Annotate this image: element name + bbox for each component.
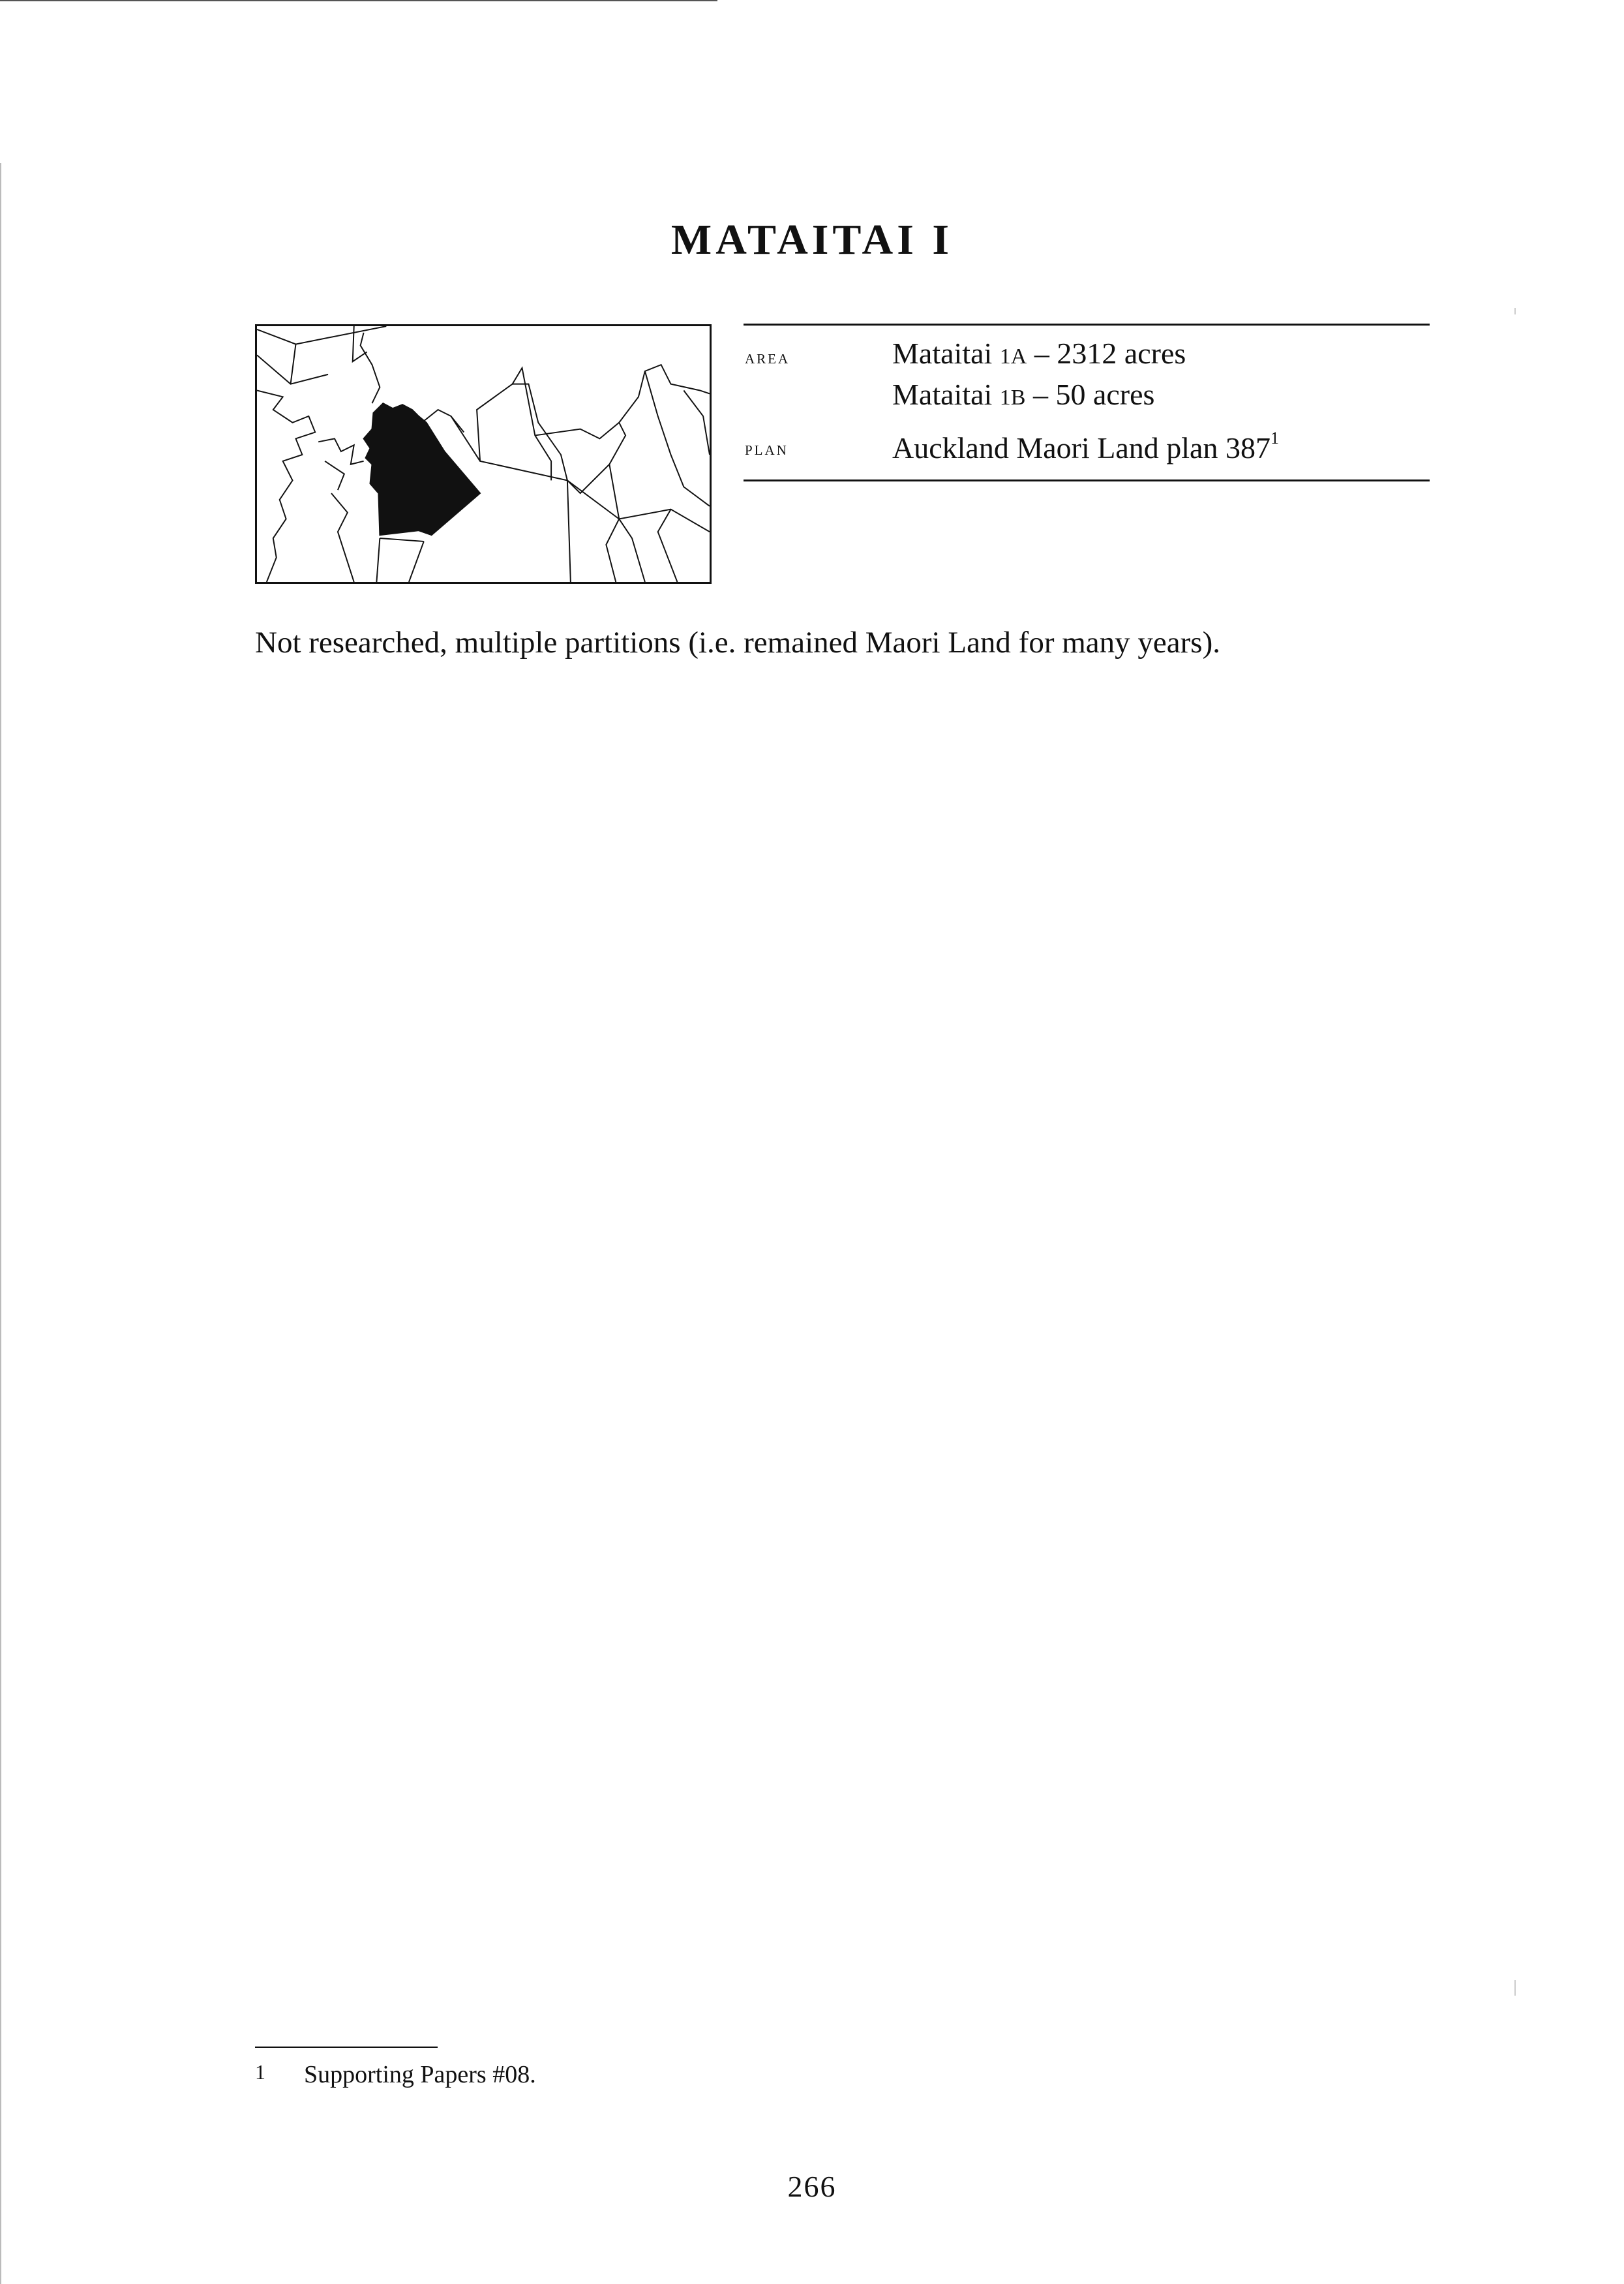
map-boundary: [619, 365, 710, 423]
map-boundary: [409, 541, 424, 582]
plan-value: [892, 431, 1279, 465]
area-value-1b: [892, 377, 1154, 412]
footnote-reference[interactable]: 1: [1270, 429, 1279, 448]
page-number: 266: [787, 2170, 837, 2203]
footnote-number: 1: [255, 2060, 265, 2084]
scan-speck: [1514, 308, 1516, 314]
map-boundary: [658, 510, 678, 582]
area-value-1a: [892, 336, 1186, 371]
area-1a-prefix: Mataitai: [892, 337, 993, 370]
area-1a-block: 1A: [999, 344, 1027, 369]
map-boundary: [376, 538, 380, 582]
map-boundary: [645, 371, 710, 506]
map-boundary: [361, 333, 380, 403]
location-map: [255, 324, 712, 584]
map-boundary: [609, 464, 645, 582]
table-rule-top: [744, 324, 1430, 326]
plan-text: Auckland Maori Land plan 387: [892, 431, 1271, 464]
body-paragraph: Not researched, multiple partitions (i.e. remained Maori Land for many years).: [255, 626, 1220, 660]
area-1b-block: 1B: [999, 386, 1026, 410]
map-boundary: [684, 390, 710, 454]
scan-edge-top: [0, 0, 717, 1]
map-boundary: [567, 480, 571, 582]
coastline: [257, 390, 315, 582]
footnote-text: Supporting Papers #08.: [304, 2061, 536, 2088]
area-label: area: [745, 346, 790, 368]
map-boundary: [331, 493, 354, 582]
scan-edge-left: [0, 163, 1, 2284]
plan-label: plan: [745, 438, 789, 459]
map-boundary: [451, 416, 710, 532]
area-1b-suffix: – 50 acres: [1032, 378, 1155, 411]
page-title: MATAITAI I: [670, 216, 954, 264]
coastline: [325, 461, 344, 490]
table-rule-bottom: [744, 480, 1430, 481]
map-boundary: [606, 519, 619, 582]
mataitai-1-block: [364, 403, 480, 535]
scan-speck: [1514, 1980, 1516, 1996]
map-boundary: [380, 538, 423, 541]
map-boundary: [257, 326, 386, 344]
map-svg: [257, 326, 710, 582]
map-boundary: [291, 344, 296, 384]
footnote-rule: [255, 2047, 438, 2048]
area-1a-suffix: – 2312 acres: [1034, 337, 1186, 370]
area-1b-prefix: Mataitai: [892, 378, 993, 411]
coastline: [318, 438, 363, 464]
